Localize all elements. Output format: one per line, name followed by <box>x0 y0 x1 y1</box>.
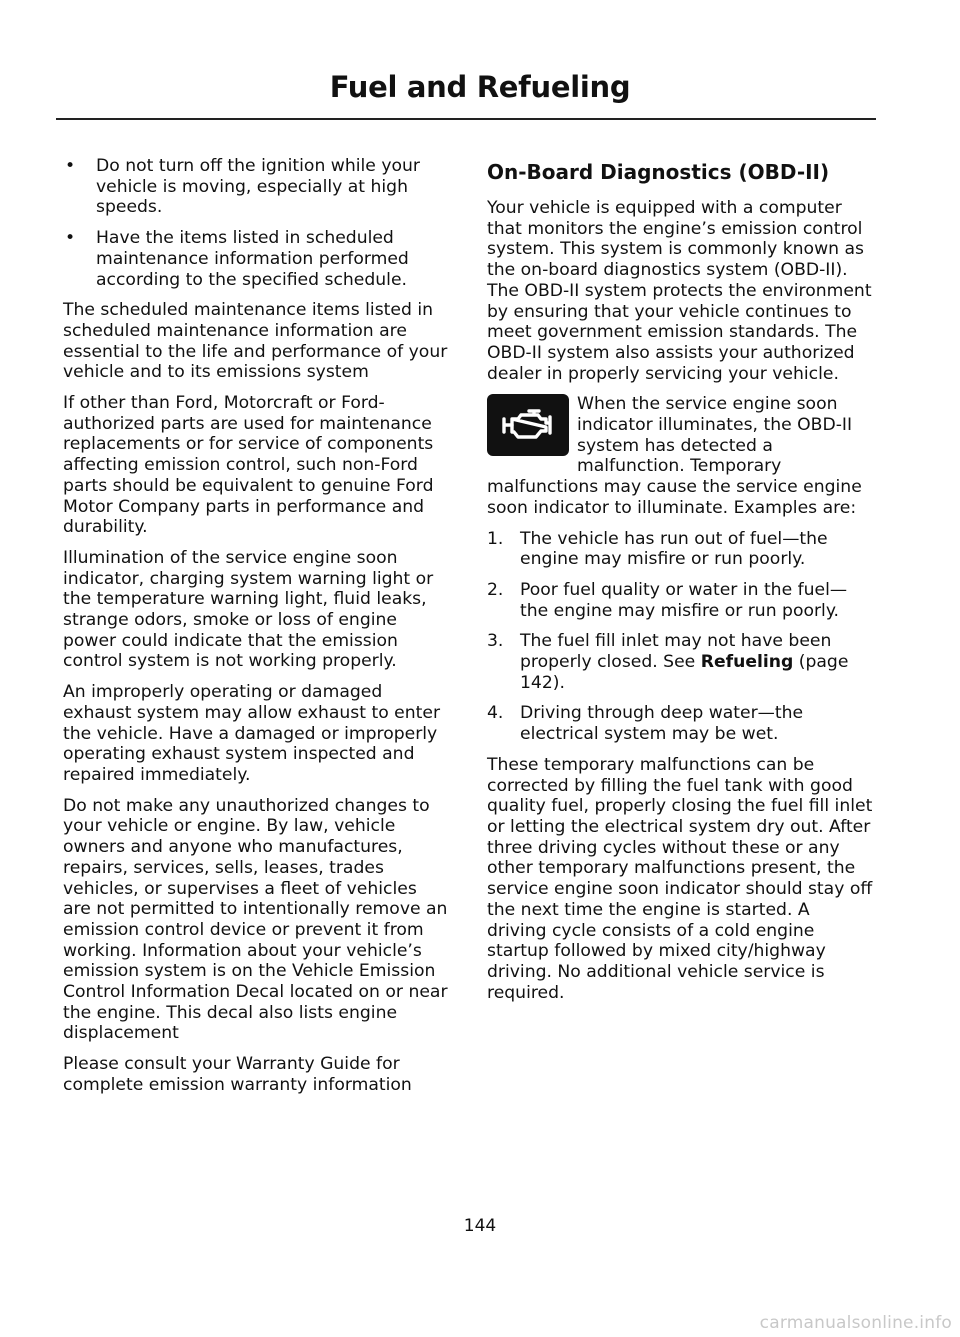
closing-paragraph: These temporary malfunctions can be corrected by filling the fuel tank with good quality fuel, properly closing the fuel fill inlet or letting the electrical system dry out. After three driving cycles without these or any other temporary malfunctions present, the service engine soon indicator should stay off the next time the engine is started. A driving cycle consists of a cold engine startup followed by mixed city/highway driving. No additional vehicle service is required. <box>487 754 873 1003</box>
list-text: (page 142). <box>520 652 849 693</box>
page-title: Fuel and Refueling <box>329 70 631 104</box>
list-text: The vehicle has run out of fuel—the engine may misfire or run poorly. <box>520 528 828 570</box>
list-number: 4. <box>487 703 504 724</box>
header-divider <box>56 118 876 120</box>
check-engine-icon <box>487 394 569 456</box>
list-text: Driving through deep water—the electrical system may be wet. <box>520 703 804 745</box>
paragraph: Illumination of the service engine soon indicator, charging system warning light or the temperature warning light, fluid leaks, strange odors, smoke or loss of engine power could indicate that the emission control system is not working properly. <box>63 547 434 672</box>
list-item <box>487 703 873 744</box>
bullet-mark: • <box>65 228 76 249</box>
bullet-item <box>63 156 449 218</box>
indicator-paragraph: When the service engine soon indicator illuminates, the OBD-II system has detected a malfunction. Temporary malfunctions may cause the service engine soon indicator to illuminate. Examples are: <box>487 394 862 518</box>
watermark: carmanualsonline.info <box>759 1313 952 1333</box>
bullet-text: Have the items listed in scheduled maintenance information performed according to the specified schedule. <box>96 228 409 290</box>
list-text: The fuel fill inlet may not have been properly closed. See <box>520 631 832 673</box>
list-number: 2. <box>487 579 504 600</box>
right-column <box>487 156 873 1013</box>
paragraph: An improperly operating or damaged exhaust system may allow exhaust to enter the vehicle. Have a damaged or improperly operating exhaust system inspected and repaired immediately. <box>63 682 441 785</box>
list-item <box>487 529 873 570</box>
section-heading: On-Board Diagnostics (OBD-II) <box>487 160 830 184</box>
examples-list <box>487 529 873 745</box>
bullet-text: Do not turn off the ignition while your vehicle is moving, especially at high speeds. <box>96 156 420 218</box>
left-column <box>63 156 449 1106</box>
list-number: 1. <box>487 528 504 549</box>
intro-paragraph: Your vehicle is equipped with a computer that monitors the engine’s emission control system. This system is commonly known as the on-board diagnostics system (OBD-II). The OBD-II system protects the environment by ensuring that your vehicle continues to meet government emission standards. The OBD-II system also assists your authorized dealer in properly servicing your vehicle. <box>487 198 872 384</box>
paragraph: Please consult your Warranty Guide for complete emission warranty information <box>63 1054 412 1095</box>
paragraph: Do not make any unauthorized changes to your vehicle or engine. By law, vehicle owners and anyone who manufactures, repairs, services, sells, leases, trades vehicles, or supervises a fleet of vehicles are not permitted to intentionally remove an emission control device or prevent it from working. Information about your vehicle’s emission system is on the Vehicle Emission Control Information Decal located on or near the engine. This decal also lists engine displacement <box>63 795 448 1044</box>
list-text: Poor fuel quality or water in the fuel—the engine may misfire or run poorly. <box>520 579 848 621</box>
check-engine-icon-glyph <box>498 405 558 445</box>
paragraph: If other than Ford, Motorcraft or Ford-authorized parts are used for maintenance replacements or for service of components affecting emission control, such non-Ford parts should be equivalent to genuine Ford Motor Company parts in performance and durability. <box>63 393 434 538</box>
bullet-list <box>63 156 449 290</box>
bullet-item <box>63 228 449 290</box>
bullet-mark: • <box>65 156 76 176</box>
list-number: 3. <box>487 631 504 652</box>
page-number: 144 <box>463 1216 497 1236</box>
list-item <box>487 631 873 693</box>
list-item <box>487 580 873 621</box>
indicator-description <box>487 394 873 528</box>
paragraph: The scheduled maintenance items listed in scheduled maintenance information are essential to the life and performance of your vehicle and to its emissions system <box>63 300 448 383</box>
refueling-link[interactable]: Refueling <box>700 652 794 673</box>
